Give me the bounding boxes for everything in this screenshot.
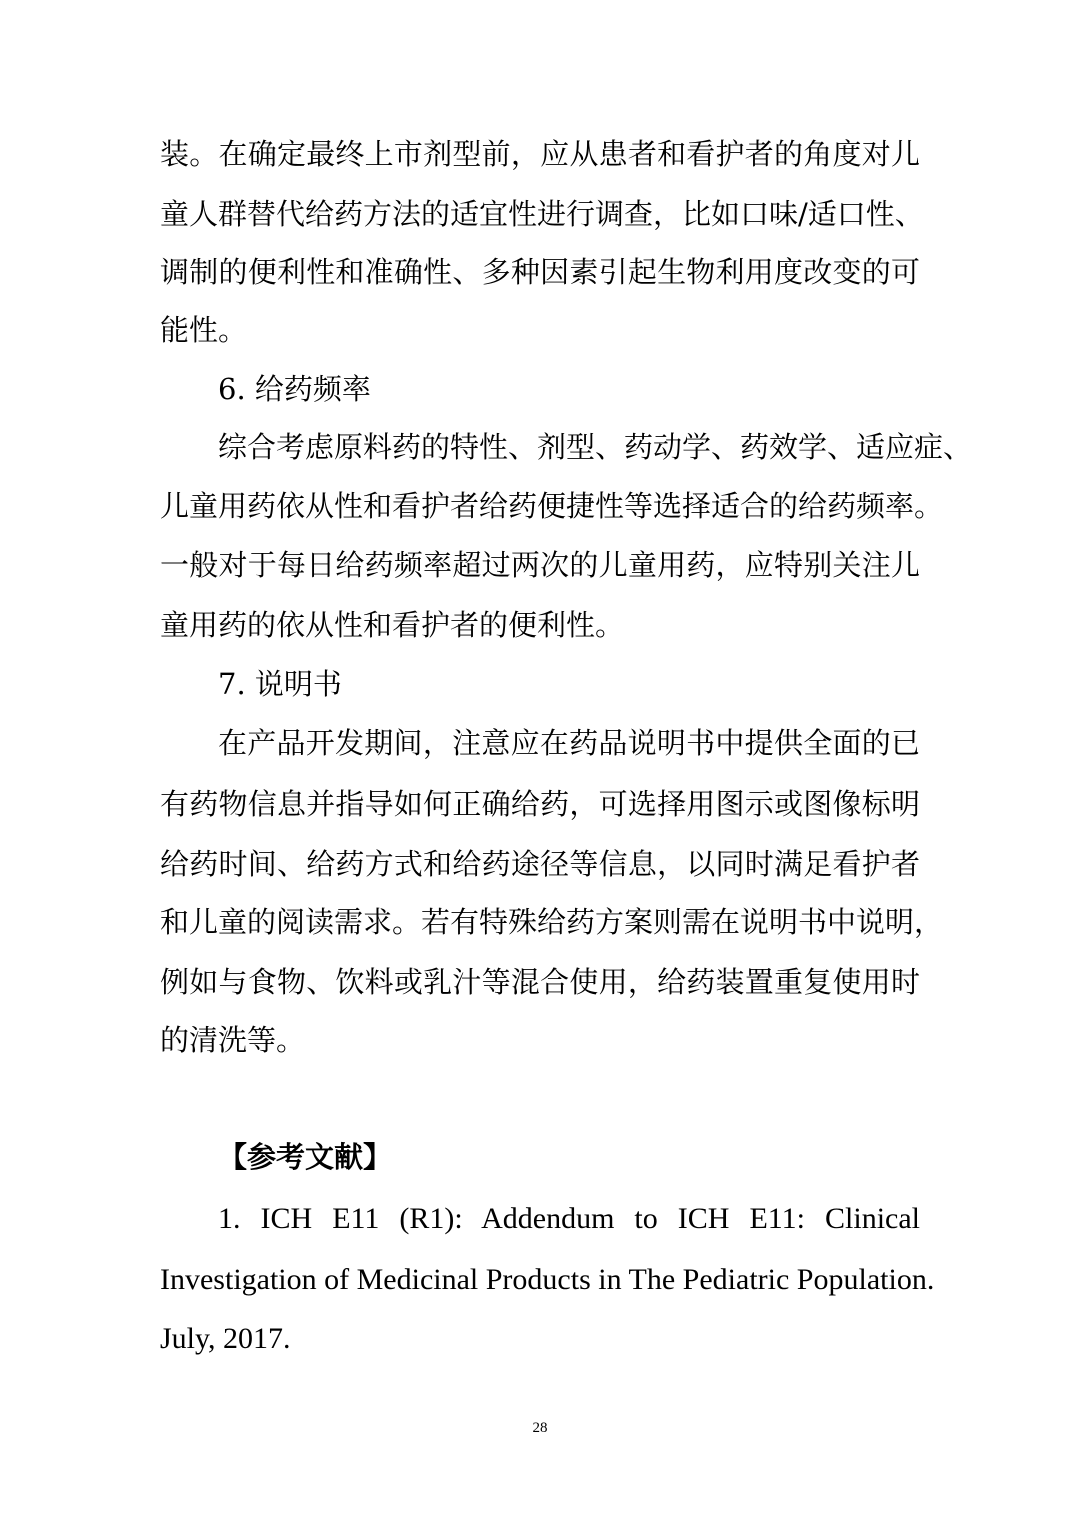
paragraph-line: 有药物信息并指导如何正确给药，可选择用图示或图像标明 bbox=[160, 787, 920, 821]
paragraph-line: 调制的便利性和准确性、多种因素引起生物利用度改变的可 bbox=[160, 255, 920, 289]
reference-item-line: 1. ICH E11 (R1): Addendum to ICH E11: Clinical bbox=[218, 1202, 920, 1235]
paragraph-line: 综合考虑原料药的特性、剂型、药动学、药效学、适应症、 bbox=[218, 430, 973, 464]
paragraph-line: 童用药的依从性和看护者的便利性。 bbox=[160, 608, 625, 642]
section-heading-label-instructions: 7. 说明书 bbox=[218, 667, 342, 701]
paragraph-line: 儿童用药依从性和看护者给药便捷性等选择适合的给药频率。 bbox=[160, 489, 944, 523]
paragraph-line: 装。在确定最终上市剂型前，应从患者和看护者的角度对儿 bbox=[160, 137, 920, 171]
paragraph-line: 在产品开发期间，注意应在药品说明书中提供全面的已 bbox=[218, 726, 920, 760]
paragraph-line: 一般对于每日给药频率超过两次的儿童用药，应特别关注儿 bbox=[160, 548, 920, 582]
section-heading-dosing-frequency: 6. 给药频率 bbox=[218, 372, 371, 406]
paragraph-line: 能性。 bbox=[160, 313, 248, 347]
reference-item-line: July, 2017. bbox=[160, 1322, 291, 1355]
paragraph-line: 的清洗等。 bbox=[160, 1023, 306, 1057]
references-heading: 【参考文献】 bbox=[218, 1140, 393, 1174]
paragraph-line: 给药时间、给药方式和给药途径等信息，以同时满足看护者 bbox=[160, 847, 920, 881]
page-number: 28 bbox=[532, 1420, 548, 1436]
paragraph-line: 例如与食物、饮料或乳汁等混合使用，给药装置重复使用时 bbox=[160, 965, 920, 999]
reference-item-line: Investigation of Medicinal Products in The Pediatric Population. bbox=[160, 1263, 935, 1296]
paragraph-line: 童人群替代给药方法的适宜性进行调查，比如口味/适口性、 bbox=[160, 197, 924, 231]
paragraph-line: 和儿童的阅读需求。若有特殊给药方案则需在说明书中说明， bbox=[160, 905, 944, 939]
